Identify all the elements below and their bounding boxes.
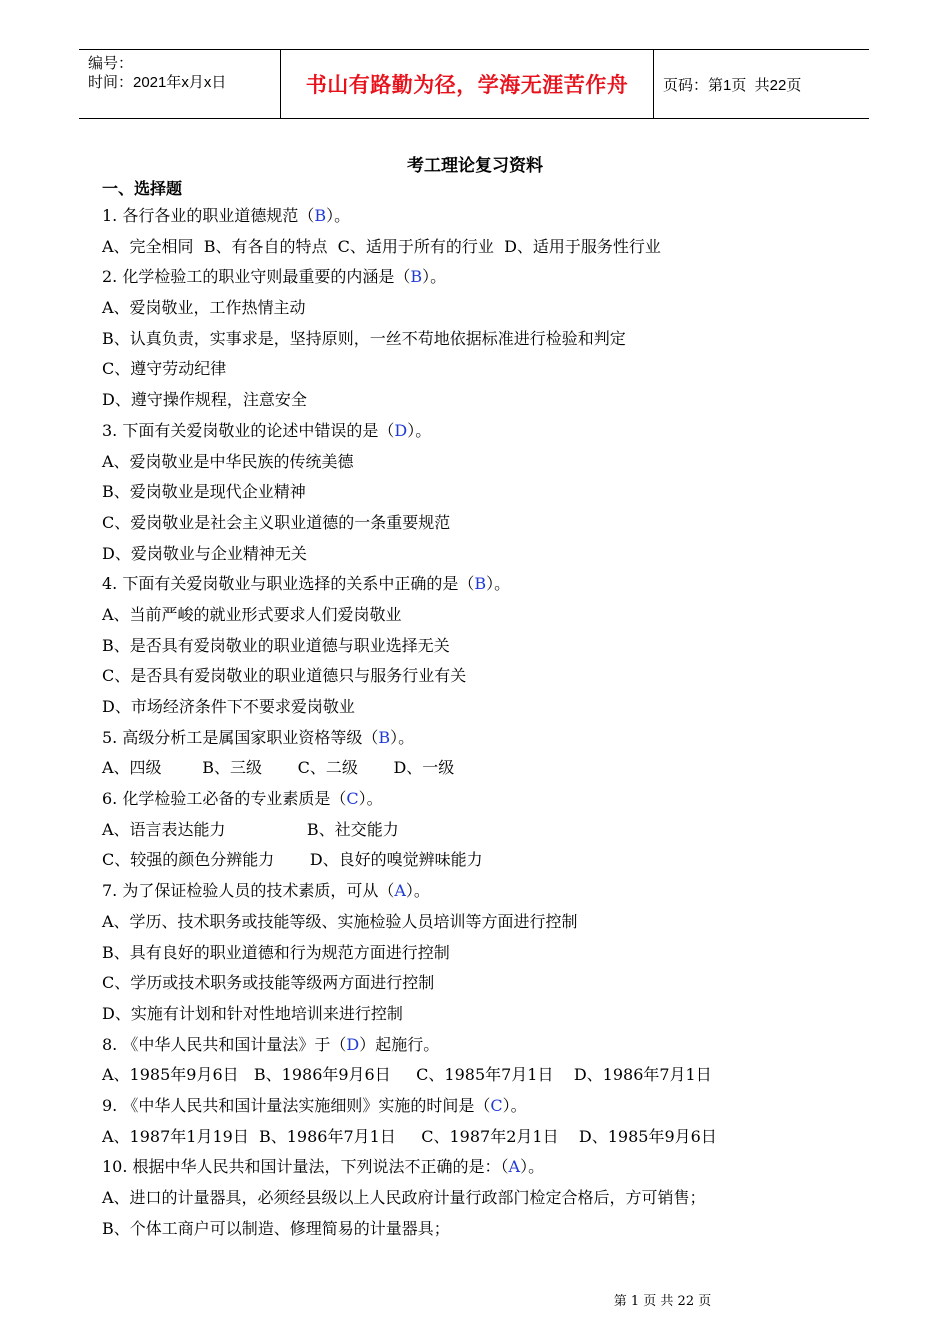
page-footer: 第 1 页 共 22 页 — [613, 1294, 712, 1309]
text-line — [102, 1060, 822, 1091]
text-line — [102, 385, 822, 416]
line-text: 6. 化学检验工必备的专业素质是（ — [102, 789, 347, 809]
answer-letter: D — [394, 420, 408, 440]
answer-letter: B — [378, 727, 391, 747]
text-line — [102, 293, 822, 324]
time-label: 时间：2021年x月x日 — [88, 74, 227, 91]
text-line — [102, 262, 822, 293]
text-line — [102, 569, 822, 600]
line-text-end: ）。 — [422, 267, 447, 287]
text-line — [102, 416, 822, 447]
text-line — [102, 508, 822, 539]
line-text-end: ）。 — [486, 574, 511, 594]
text-line — [102, 907, 822, 938]
text-line — [102, 661, 822, 692]
line-text: C、学历或技术职务或技能等级两方面进行控制 — [102, 973, 435, 993]
line-text: A、四级 B、三级 C、二级 D、一级 — [102, 758, 455, 778]
line-text: A、进口的计量器具，必须经县级以上人民政府计量行政部门检定合格后，方可销售； — [102, 1188, 706, 1207]
text-line — [102, 539, 822, 570]
line-text: A、1987年1月19日 B、1986年7月1日 C、1987年2月1日 D、1985年9月6日 — [102, 1126, 717, 1146]
text-line — [102, 354, 822, 385]
line-text-end: ）。 — [358, 789, 383, 809]
text-line — [102, 938, 822, 969]
line-text: C、爱岗敬业是社会主义职业道德的一条重要规范 — [102, 512, 451, 532]
line-text: 3. 下面有关爱岗敬业的论述中错误的是（ — [102, 420, 395, 440]
line-text: D、实施有计划和针对性地培训来进行控制 — [102, 1003, 403, 1023]
text-line — [102, 232, 822, 263]
line-text: A、1985年9月6日 B、1986年9月6日 C、1985年7月1日 D、1986年7月1日 — [102, 1065, 712, 1085]
text-line — [102, 692, 822, 723]
line-text: B、是否具有爱岗敬业的职业道德与职业选择无关 — [102, 635, 450, 655]
text-line — [102, 845, 822, 876]
answer-letter: C — [346, 789, 359, 809]
line-text: C、较强的颜色分辨能力 D、良好的嗅觉辨味能力 — [102, 850, 483, 870]
text-line — [102, 968, 822, 999]
line-text: C、遵守劳动纪律 — [102, 359, 227, 379]
line-text: A、学历、技术职务或技能等级、实施检验人员培训等方面进行控制 — [102, 911, 578, 931]
line-text: B、个体工商户可以制造、修理简易的计量器具； — [102, 1218, 450, 1238]
text-line — [102, 1152, 822, 1183]
answer-letter: A — [508, 1157, 521, 1177]
text-line — [102, 784, 822, 815]
text-line — [102, 753, 822, 784]
answer-letter: B — [314, 206, 327, 225]
section-title: 一、选择题 — [102, 179, 183, 198]
line-text-end: ）。 — [407, 420, 432, 440]
line-text: 9. 《中华人民共和国计量法实施细则》实施的时间是（ — [102, 1095, 491, 1115]
line-text-end: ）。 — [326, 206, 351, 225]
answer-letter: B — [410, 267, 423, 287]
line-text: B、具有良好的职业道德和行为规范方面进行控制 — [102, 942, 450, 962]
motto-text: 书山有路勤为径，学海无涯苦作舟 — [305, 72, 629, 97]
header-motto-cell — [280, 50, 654, 118]
line-text: A、完全相同 B、有各自的特点 C、适用于所有的行业 D、适用于服务性行业 — [102, 236, 661, 256]
answer-letter: A — [394, 881, 406, 901]
answer-letter: B — [474, 574, 487, 594]
text-line — [102, 815, 822, 846]
text-line — [102, 324, 822, 355]
line-text: 8. 《中华人民共和国计量法》于（ — [102, 1034, 347, 1054]
text-line — [102, 1214, 822, 1245]
text-line — [102, 631, 822, 662]
text-line — [102, 999, 822, 1030]
document-title: 考工理论复习资料 — [407, 156, 543, 176]
line-text: B、认真负责，实事求是，坚持原则，一丝不苟地依据标准进行检验和判定 — [102, 328, 626, 348]
line-text: 5. 高级分析工是属国家职业资格等级（ — [102, 727, 379, 747]
text-line — [102, 447, 822, 478]
line-text-end: ）起施行。 — [359, 1034, 440, 1054]
line-text: A、爱岗敬业，工作热情主动 — [102, 298, 306, 318]
line-text: 10. 根据中华人民共和国计量法，下列说法不正确的是：（ — [102, 1157, 509, 1177]
text-line — [102, 876, 822, 907]
text-line — [102, 1122, 822, 1153]
text-line — [102, 723, 822, 754]
answer-letter: D — [346, 1034, 360, 1054]
line-text: 1. 各行各业的职业道德规范（ — [102, 206, 315, 225]
text-line — [102, 1091, 822, 1122]
line-text-end: ）。 — [520, 1157, 545, 1177]
text-line — [102, 1030, 822, 1061]
line-text: B、爱岗敬业是现代企业精神 — [102, 482, 306, 502]
line-text: A、当前严峻的就业形式要求人们爱岗敬业 — [102, 604, 402, 624]
header-meta — [79, 50, 280, 118]
line-text: 2. 化学检验工的职业守则最重要的内涵是（ — [102, 267, 411, 287]
page-info: 页码：第1页 共22页 — [663, 76, 802, 94]
question-list — [102, 201, 822, 1244]
line-text: D、市场经济条件下不要求爱岗敬业 — [102, 697, 355, 716]
line-text: 4. 下面有关爱岗敬业与职业选择的关系中正确的是（ — [102, 574, 475, 594]
line-text-end: ）。 — [405, 881, 430, 901]
line-text: D、遵守操作规程，注意安全 — [102, 390, 307, 410]
line-text-end: ）。 — [502, 1095, 527, 1115]
line-text: A、语言表达能力 B、社交能力 — [102, 819, 399, 839]
line-text: D、爱岗敬业与企业精神无关 — [102, 543, 307, 563]
line-text: 7. 为了保证检验人员的技术素质，可从（ — [102, 881, 395, 901]
line-text-end: ）。 — [390, 727, 415, 747]
answer-letter: C — [490, 1095, 503, 1115]
text-line — [102, 1183, 822, 1214]
line-text: C、是否具有爱岗敬业的职业道德只与服务行业有关 — [102, 666, 467, 686]
text-line — [102, 600, 822, 631]
number-label: 编号： — [88, 55, 134, 72]
line-text: A、爱岗敬业是中华民族的传统美德 — [102, 451, 354, 471]
text-line — [102, 477, 822, 508]
text-line — [102, 201, 822, 232]
page-header — [79, 49, 869, 119]
